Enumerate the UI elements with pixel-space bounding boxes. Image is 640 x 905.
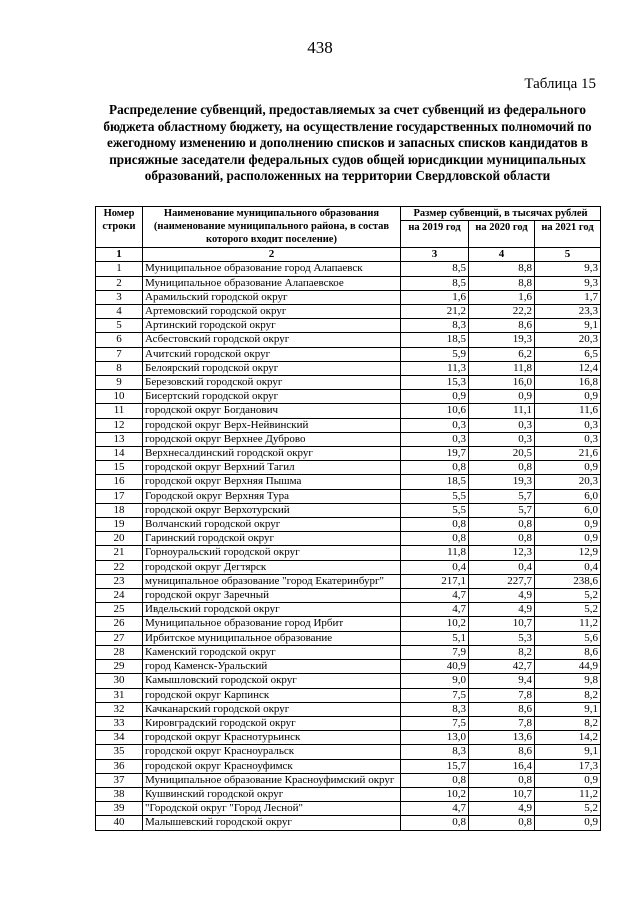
table-row bbox=[96, 432, 601, 446]
row-number: 31 bbox=[96, 688, 143, 702]
amount-2020: 16,0 bbox=[469, 376, 535, 390]
amount-2019: 8,3 bbox=[401, 702, 469, 716]
amount-2019: 5,9 bbox=[401, 347, 469, 361]
table-row bbox=[96, 418, 601, 432]
table-row bbox=[96, 475, 601, 489]
table-row bbox=[96, 702, 601, 716]
table-row bbox=[96, 731, 601, 745]
row-number: 27 bbox=[96, 631, 143, 645]
row-number: 5 bbox=[96, 319, 143, 333]
amount-2021: 12,9 bbox=[535, 546, 601, 560]
amount-2020: 22,2 bbox=[469, 305, 535, 319]
municipality-name: городской округ Краснотурьинск bbox=[143, 731, 401, 745]
municipality-name: Волчанский городской округ bbox=[143, 518, 401, 532]
table-row bbox=[96, 716, 601, 730]
municipality-name: Артемовский городской округ bbox=[143, 305, 401, 319]
row-number: 17 bbox=[96, 489, 143, 503]
amount-2021: 5,2 bbox=[535, 589, 601, 603]
amount-2020: 42,7 bbox=[469, 660, 535, 674]
amount-2021: 0,9 bbox=[535, 461, 601, 475]
amount-2019: 5,1 bbox=[401, 631, 469, 645]
amount-2021: 17,3 bbox=[535, 759, 601, 773]
amount-2021: 44,9 bbox=[535, 660, 601, 674]
amount-2019: 9,0 bbox=[401, 674, 469, 688]
amount-2019: 18,5 bbox=[401, 475, 469, 489]
municipality-name: городской округ Верхотурский bbox=[143, 503, 401, 517]
amount-2020: 0,8 bbox=[469, 461, 535, 475]
amount-2020: 1,6 bbox=[469, 290, 535, 304]
municipality-name: Муниципальное образование город Ирбит bbox=[143, 617, 401, 631]
row-number: 37 bbox=[96, 773, 143, 787]
table-row bbox=[96, 589, 601, 603]
amount-2019: 0,8 bbox=[401, 461, 469, 475]
amount-2021: 6,0 bbox=[535, 503, 601, 517]
table-row bbox=[96, 361, 601, 375]
amount-2019: 0,8 bbox=[401, 532, 469, 546]
row-number: 26 bbox=[96, 617, 143, 631]
column-numbers-row bbox=[96, 248, 601, 262]
amount-2020: 0,8 bbox=[469, 518, 535, 532]
table-row bbox=[96, 617, 601, 631]
municipality-name: Белоярский городской округ bbox=[143, 361, 401, 375]
header-amount-group: Размер субвенций, в тысячах рублей bbox=[401, 207, 601, 221]
amount-2021: 0,9 bbox=[535, 532, 601, 546]
amount-2021: 5,2 bbox=[535, 603, 601, 617]
row-number: 35 bbox=[96, 745, 143, 759]
table-row bbox=[96, 461, 601, 475]
table-row bbox=[96, 660, 601, 674]
amount-2021: 5,2 bbox=[535, 802, 601, 816]
amount-2019: 217,1 bbox=[401, 574, 469, 588]
amount-2021: 20,3 bbox=[535, 475, 601, 489]
row-number: 8 bbox=[96, 361, 143, 375]
municipality-name: Артинский городской округ bbox=[143, 319, 401, 333]
column-number: 2 bbox=[143, 248, 401, 262]
table-row bbox=[96, 560, 601, 574]
row-number: 3 bbox=[96, 290, 143, 304]
row-number: 33 bbox=[96, 716, 143, 730]
row-number: 7 bbox=[96, 347, 143, 361]
municipality-name: Бисертский городской округ bbox=[143, 390, 401, 404]
municipality-name: городской округ Карпинск bbox=[143, 688, 401, 702]
municipality-name: Ивдельский городской округ bbox=[143, 603, 401, 617]
amount-2021: 0,9 bbox=[535, 773, 601, 787]
table-row bbox=[96, 802, 601, 816]
row-number: 4 bbox=[96, 305, 143, 319]
municipality-name: Муниципальное образование Алапаевское bbox=[143, 276, 401, 290]
header-2020: на 2020 год bbox=[469, 221, 535, 248]
row-number: 21 bbox=[96, 546, 143, 560]
amount-2021: 8,2 bbox=[535, 688, 601, 702]
table-row bbox=[96, 290, 601, 304]
amount-2019: 10,6 bbox=[401, 404, 469, 418]
municipality-name: Гаринский городской округ bbox=[143, 532, 401, 546]
amount-2021: 9,3 bbox=[535, 276, 601, 290]
amount-2019: 0,4 bbox=[401, 560, 469, 574]
amount-2019: 0,3 bbox=[401, 418, 469, 432]
amount-2020: 0,3 bbox=[469, 418, 535, 432]
amount-2020: 8,8 bbox=[469, 276, 535, 290]
row-number: 40 bbox=[96, 816, 143, 830]
table-row bbox=[96, 319, 601, 333]
municipality-name: городской округ Верхняя Пышма bbox=[143, 475, 401, 489]
row-number: 20 bbox=[96, 532, 143, 546]
municipality-name: Верхнесалдинский городской округ bbox=[143, 447, 401, 461]
amount-2019: 15,3 bbox=[401, 376, 469, 390]
amount-2021: 23,3 bbox=[535, 305, 601, 319]
amount-2021: 9,1 bbox=[535, 319, 601, 333]
table-row bbox=[96, 674, 601, 688]
table-row bbox=[96, 816, 601, 830]
amount-2019: 0,3 bbox=[401, 432, 469, 446]
amount-2019: 11,3 bbox=[401, 361, 469, 375]
header-row bbox=[96, 207, 601, 221]
municipality-name: муниципальное образование "город Екатеринбург" bbox=[143, 574, 401, 588]
municipality-name: Асбестовский городской округ bbox=[143, 333, 401, 347]
amount-2020: 8,6 bbox=[469, 319, 535, 333]
amount-2021: 0,4 bbox=[535, 560, 601, 574]
amount-2020: 12,3 bbox=[469, 546, 535, 560]
municipality-name: "Городской округ "Город Лесной" bbox=[143, 802, 401, 816]
row-number: 19 bbox=[96, 518, 143, 532]
amount-2020: 7,8 bbox=[469, 716, 535, 730]
amount-2019: 0,8 bbox=[401, 518, 469, 532]
row-number: 13 bbox=[96, 432, 143, 446]
table-row bbox=[96, 404, 601, 418]
amount-2021: 6,0 bbox=[535, 489, 601, 503]
municipality-name: городской округ Верх-Нейвинский bbox=[143, 418, 401, 432]
amount-2021: 21,6 bbox=[535, 447, 601, 461]
amount-2021: 8,6 bbox=[535, 645, 601, 659]
amount-2021: 11,2 bbox=[535, 617, 601, 631]
amount-2020: 4,9 bbox=[469, 589, 535, 603]
table-row bbox=[96, 574, 601, 588]
amount-2021: 11,2 bbox=[535, 787, 601, 801]
amount-2020: 19,3 bbox=[469, 475, 535, 489]
amount-2020: 11,8 bbox=[469, 361, 535, 375]
amount-2020: 8,8 bbox=[469, 262, 535, 276]
amount-2019: 0,9 bbox=[401, 390, 469, 404]
municipality-name: Ачитский городской округ bbox=[143, 347, 401, 361]
amount-2019: 7,5 bbox=[401, 688, 469, 702]
row-number: 25 bbox=[96, 603, 143, 617]
table-row bbox=[96, 276, 601, 290]
municipality-name: Муниципальное образование город Алапаевск bbox=[143, 262, 401, 276]
amount-2019: 0,8 bbox=[401, 773, 469, 787]
amount-2021: 9,1 bbox=[535, 745, 601, 759]
row-number: 23 bbox=[96, 574, 143, 588]
amount-2020: 4,9 bbox=[469, 603, 535, 617]
amount-2020: 8,6 bbox=[469, 702, 535, 716]
amount-2019: 8,5 bbox=[401, 276, 469, 290]
table-row bbox=[96, 333, 601, 347]
row-number: 18 bbox=[96, 503, 143, 517]
municipality-name: Березовский городской округ bbox=[143, 376, 401, 390]
column-number: 4 bbox=[469, 248, 535, 262]
amount-2020: 16,4 bbox=[469, 759, 535, 773]
page-number: 438 bbox=[307, 38, 333, 57]
amount-2020: 10,7 bbox=[469, 787, 535, 801]
amount-2021: 0,3 bbox=[535, 432, 601, 446]
amount-2021: 1,7 bbox=[535, 290, 601, 304]
municipality-name: городской округ Дегтярск bbox=[143, 560, 401, 574]
row-number: 30 bbox=[96, 674, 143, 688]
municipality-name: Горноуральский городской округ bbox=[143, 546, 401, 560]
table-row bbox=[96, 447, 601, 461]
amount-2021: 0,3 bbox=[535, 418, 601, 432]
column-number: 1 bbox=[96, 248, 143, 262]
amount-2019: 15,7 bbox=[401, 759, 469, 773]
row-number: 39 bbox=[96, 802, 143, 816]
municipality-name: Кушвинский городской округ bbox=[143, 787, 401, 801]
row-number: 9 bbox=[96, 376, 143, 390]
amount-2020: 0,8 bbox=[469, 773, 535, 787]
table-row bbox=[96, 262, 601, 276]
header-2019: на 2019 год bbox=[401, 221, 469, 248]
amount-2020: 5,7 bbox=[469, 503, 535, 517]
subsidy-table bbox=[95, 206, 601, 831]
amount-2021: 14,2 bbox=[535, 731, 601, 745]
amount-2019: 10,2 bbox=[401, 617, 469, 631]
amount-2021: 9,3 bbox=[535, 262, 601, 276]
amount-2019: 4,7 bbox=[401, 802, 469, 816]
amount-2020: 10,7 bbox=[469, 617, 535, 631]
municipality-name: Кировградский городской округ bbox=[143, 716, 401, 730]
row-number: 28 bbox=[96, 645, 143, 659]
amount-2020: 11,1 bbox=[469, 404, 535, 418]
row-number: 10 bbox=[96, 390, 143, 404]
row-number: 22 bbox=[96, 560, 143, 574]
amount-2019: 40,9 bbox=[401, 660, 469, 674]
table-row bbox=[96, 645, 601, 659]
municipality-name: городской округ Богданович bbox=[143, 404, 401, 418]
amount-2021: 0,9 bbox=[535, 390, 601, 404]
table-row bbox=[96, 489, 601, 503]
row-number: 6 bbox=[96, 333, 143, 347]
amount-2021: 16,8 bbox=[535, 376, 601, 390]
header-2021: на 2021 год bbox=[535, 221, 601, 248]
amount-2020: 227,7 bbox=[469, 574, 535, 588]
table-row bbox=[96, 631, 601, 645]
amount-2020: 7,8 bbox=[469, 688, 535, 702]
table-row bbox=[96, 787, 601, 801]
municipality-name: городской округ Верхнее Дуброво bbox=[143, 432, 401, 446]
municipality-name: Камышловский городской округ bbox=[143, 674, 401, 688]
municipality-name: Арамильский городской округ bbox=[143, 290, 401, 304]
amount-2019: 11,8 bbox=[401, 546, 469, 560]
header-num: Номер строки bbox=[96, 207, 143, 248]
amount-2019: 21,2 bbox=[401, 305, 469, 319]
amount-2020: 4,9 bbox=[469, 802, 535, 816]
table-row bbox=[96, 745, 601, 759]
amount-2020: 8,6 bbox=[469, 745, 535, 759]
row-number: 34 bbox=[96, 731, 143, 745]
amount-2019: 4,7 bbox=[401, 589, 469, 603]
amount-2019: 5,5 bbox=[401, 503, 469, 517]
amount-2019: 19,7 bbox=[401, 447, 469, 461]
amount-2019: 5,5 bbox=[401, 489, 469, 503]
table-row bbox=[96, 347, 601, 361]
table-row bbox=[96, 688, 601, 702]
row-number: 16 bbox=[96, 475, 143, 489]
amount-2019: 7,9 bbox=[401, 645, 469, 659]
amount-2021: 9,1 bbox=[535, 702, 601, 716]
row-number: 1 bbox=[96, 262, 143, 276]
municipality-name: Малышевский городской округ bbox=[143, 816, 401, 830]
amount-2020: 0,3 bbox=[469, 432, 535, 446]
amount-2019: 8,5 bbox=[401, 262, 469, 276]
row-number: 11 bbox=[96, 404, 143, 418]
municipality-name: Ирбитское муниципальное образование bbox=[143, 631, 401, 645]
row-number: 12 bbox=[96, 418, 143, 432]
municipality-name: городской округ Красноуральск bbox=[143, 745, 401, 759]
table-row bbox=[96, 773, 601, 787]
amount-2020: 0,8 bbox=[469, 532, 535, 546]
municipality-name: город Каменск-Уральский bbox=[143, 660, 401, 674]
amount-2019: 0,8 bbox=[401, 816, 469, 830]
table-row bbox=[96, 390, 601, 404]
municipality-name: городской округ Красноуфимск bbox=[143, 759, 401, 773]
amount-2019: 13,0 bbox=[401, 731, 469, 745]
row-number: 38 bbox=[96, 787, 143, 801]
municipality-name: городской округ Заречный bbox=[143, 589, 401, 603]
amount-2020: 19,3 bbox=[469, 333, 535, 347]
municipality-name: Качканарский городской округ bbox=[143, 702, 401, 716]
table-row bbox=[96, 546, 601, 560]
amount-2021: 12,4 bbox=[535, 361, 601, 375]
amount-2020: 0,9 bbox=[469, 390, 535, 404]
amount-2019: 8,3 bbox=[401, 745, 469, 759]
municipality-name: Каменский городской округ bbox=[143, 645, 401, 659]
amount-2019: 1,6 bbox=[401, 290, 469, 304]
amount-2020: 5,3 bbox=[469, 631, 535, 645]
row-number: 29 bbox=[96, 660, 143, 674]
amount-2020: 13,6 bbox=[469, 731, 535, 745]
amount-2019: 7,5 bbox=[401, 716, 469, 730]
amount-2021: 20,3 bbox=[535, 333, 601, 347]
amount-2021: 238,6 bbox=[535, 574, 601, 588]
amount-2019: 10,2 bbox=[401, 787, 469, 801]
municipality-name: Муниципальное образование Красноуфимский округ bbox=[143, 773, 401, 787]
row-number: 14 bbox=[96, 447, 143, 461]
column-number: 5 bbox=[535, 248, 601, 262]
amount-2020: 9,4 bbox=[469, 674, 535, 688]
amount-2019: 8,3 bbox=[401, 319, 469, 333]
row-number: 24 bbox=[96, 589, 143, 603]
amount-2020: 0,4 bbox=[469, 560, 535, 574]
row-number: 2 bbox=[96, 276, 143, 290]
document-title: Распределение субвенций, предоставляемых за счет субвенций из федерального бюджета областному бюджету, на осуществление государственных полномочий по ежегодному изменению и дополнению списков и запасных списков кандидатов в присяжные заседатели федеральных судов общей юрисдикции муниципальных образований, расположенных на территории Свердловской области bbox=[103, 102, 592, 184]
table-row bbox=[96, 376, 601, 390]
amount-2021: 9,8 bbox=[535, 674, 601, 688]
amount-2021: 11,6 bbox=[535, 404, 601, 418]
table-row bbox=[96, 305, 601, 319]
amount-2021: 8,2 bbox=[535, 716, 601, 730]
row-number: 32 bbox=[96, 702, 143, 716]
amount-2021: 6,5 bbox=[535, 347, 601, 361]
column-number: 3 bbox=[401, 248, 469, 262]
amount-2020: 5,7 bbox=[469, 489, 535, 503]
table-label: Таблица 15 bbox=[524, 76, 596, 92]
amount-2020: 0,8 bbox=[469, 816, 535, 830]
amount-2020: 6,2 bbox=[469, 347, 535, 361]
header-name: Наименование муниципального образования (наименование муниципального района, в состав которого входит поселение) bbox=[143, 207, 401, 248]
table-row bbox=[96, 759, 601, 773]
table-row bbox=[96, 603, 601, 617]
amount-2020: 8,2 bbox=[469, 645, 535, 659]
municipality-name: городской округ Верхний Тагил bbox=[143, 461, 401, 475]
table-row bbox=[96, 518, 601, 532]
amount-2019: 4,7 bbox=[401, 603, 469, 617]
row-number: 15 bbox=[96, 461, 143, 475]
row-number: 36 bbox=[96, 759, 143, 773]
municipality-name: Городской округ Верхняя Тура bbox=[143, 489, 401, 503]
amount-2019: 18,5 bbox=[401, 333, 469, 347]
table-row bbox=[96, 532, 601, 546]
amount-2021: 0,9 bbox=[535, 816, 601, 830]
amount-2021: 5,6 bbox=[535, 631, 601, 645]
amount-2021: 0,9 bbox=[535, 518, 601, 532]
table-row bbox=[96, 503, 601, 517]
amount-2020: 20,5 bbox=[469, 447, 535, 461]
